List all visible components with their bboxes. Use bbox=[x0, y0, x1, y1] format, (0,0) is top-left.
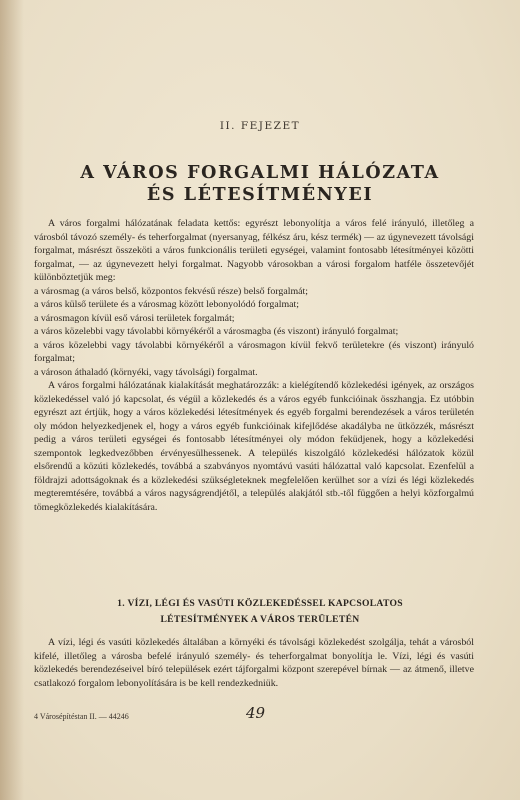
list-item: a város közelebbi vagy távolabbi környékéről a városmagba (és viszont) irányuló forgalmat; bbox=[34, 326, 399, 337]
list-item: a városmag (a város belső, központos fekvésű része) belső forgalmát; bbox=[34, 285, 309, 297]
section-heading bbox=[40, 596, 480, 628]
section-paragraph: A vízi, légi és vasúti közlekedés általában a környéki és távolsági közlekedést szolgálja, tehát a városból kifelé, illetőleg a városba befelé irányuló személy- és teherforgalmat bonyolítja le. Vízi, légi és vasúti közlekedés berendezéseivel bíró települések ezért tájforgalmi központ szerepével bírnak — az átmenő, illetve csatlakozó forgalom lebonyolítására is be kell rendezkedniük. bbox=[34, 637, 474, 689]
intro-paragraph: A város forgalmi hálózatának feladata kettős: egyrészt lebonyolítja a város felé irányuló, illetőleg a városból távozó személy- és teherforgalmat (nyersanyag, félkész áru, kész termék) — az úgynevezett távolsági forgalmat, másrészt összeköti a város funkcionális területi egységei, valamint fontosabb létesítményei közötti forgalmat, — az úgynevezett helyi forgalmat. Nagyobb városokban a városi forgalom hatféle összetevőjét különböztetjük meg: bbox=[34, 218, 474, 283]
list-item: a város külső területe és a városmag között lebonyolódó forgalmat; bbox=[34, 299, 299, 310]
page-number: 49 bbox=[246, 704, 266, 722]
footer-signature: 4 Városépítéstan II. — 44246 bbox=[34, 712, 129, 721]
section-body bbox=[34, 636, 474, 690]
chapter-title bbox=[0, 162, 520, 206]
intro-section bbox=[34, 217, 474, 514]
list-item: a városmagon kívül eső városi területek forgalmát; bbox=[34, 312, 235, 324]
section-heading-line-1: 1. VÍZI, LÉGI ÉS VASÚTI KÖZLEKEDÉSSEL KAPCSOLATOS bbox=[117, 598, 403, 609]
traffic-components-list bbox=[34, 285, 474, 380]
body-paragraph: A város forgalmi hálózatának kialakítását meghatározzák: a kielégítendő közlekedési igények, az országos közlekedéssel való jó kapcsolat, és végül a közlekedés és a város egyéb funkcióinak összhangja. Ez utóbbin egyrészt azt értjük, hogy a város közlekedési létesítmények és egyéb forgalmi berendezések a város területén oly módon helyezkedjenek el, hogy a város egyéb funkcióinak kifejlődése akadályba ne ütközzék, másrészt pedig a város területi egységei és fontosabb létesítményei oly módon feküdjenek, hogy a közlekedési szempontok legkedvezőbben érvényesülhessenek. A település kiszolgáló közlekedési hálózatok közül elsőrendű a közúti közlekedés, továbbá a szabványos nyomtávú vasúti hálózattal való kapcsolat. Ezenfelül a földrajzi adottságoknak és a közlekedési szükségleteknek megfelelően kerülhet sor a vízi és légi közlekedés megteremtésére, továbbá a város nagyságrendjétől, a település alakjától stb.-től függően a helyi közforgalmú tömegközlekedés kialakítására. bbox=[34, 380, 474, 513]
chapter-title-line-2: ÉS LÉTESÍTMÉNYEI bbox=[146, 185, 374, 205]
chapter-title-line-1: A VÁROS FORGALMI HÁLÓZATA bbox=[80, 163, 440, 183]
chapter-label: II. FEJEZET bbox=[219, 120, 301, 132]
list-item: a városon áthaladó (környéki, vagy távolsági) forgalmat. bbox=[34, 366, 258, 378]
list-item: a város közelebbi vagy távolabbi környékéről a városmagon kívül fekvő területekre (és viszont) irányuló forgalmat; bbox=[34, 339, 474, 364]
section-heading-line-2: LÉTESÍTMÉNYEK A VÁROS TERÜLETÉN bbox=[160, 614, 360, 625]
